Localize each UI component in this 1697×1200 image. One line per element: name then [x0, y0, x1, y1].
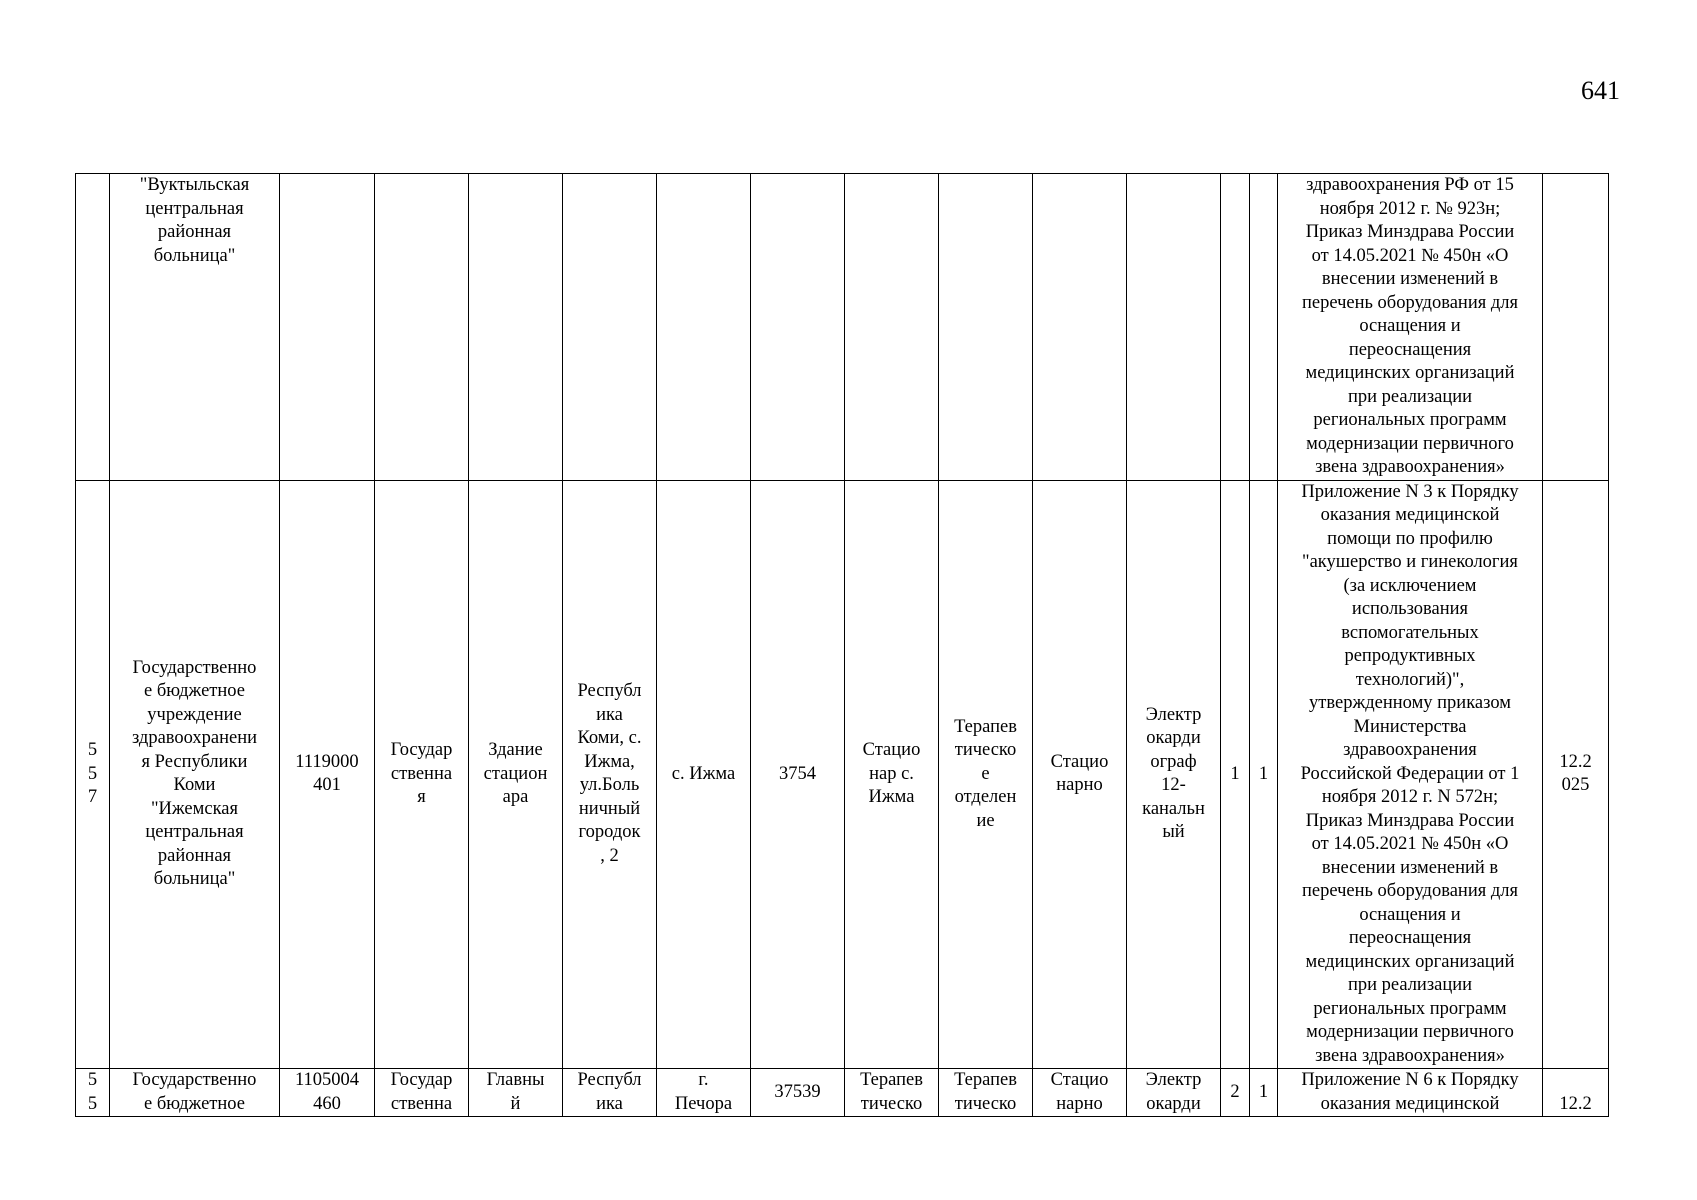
cell-organization: "Вуктыльская центральная районная больница" [110, 174, 280, 481]
cell-quantity-b [1250, 174, 1278, 481]
cell-regulation: Приложение N 6 к Порядку оказания медицинской [1278, 1069, 1543, 1117]
cell-ownership: Государ ственна [375, 1069, 469, 1117]
cell-department: Терапев тическо [939, 1069, 1033, 1117]
cell-equipment [1127, 174, 1221, 481]
cell-building: Главны й [469, 1069, 563, 1117]
cell-row-number: 5 5 7 [76, 480, 110, 1069]
cell-equipment: Электр окарди ограф 12- канальн ый [1127, 480, 1221, 1069]
table-row [76, 480, 1609, 1069]
cell-building [469, 174, 563, 481]
cell-quantity-a: 1 [1221, 480, 1250, 1069]
cell-quantity-b: 1 [1250, 480, 1278, 1069]
cell-ownership: Государ ственна я [375, 480, 469, 1069]
cell-date: 12.2 [1543, 1069, 1609, 1117]
cell-facility: Терапев тическо [845, 1069, 939, 1117]
table-row [76, 1069, 1609, 1117]
cell-regulation: здравоохранения РФ от 15 ноября 2012 г. № 923н; Приказ Минздрава России от 14.05.2021 № 450н «О внесении изменений в перечень оборудования для оснащения и переоснащения медицинских организаций при реализации региональных программ модернизации первичного звена здравоохранения» [1278, 174, 1543, 481]
cell-quantity-a: 2 [1221, 1069, 1250, 1117]
cell-building: Здание стацион ара [469, 480, 563, 1069]
cell-row-number: 5 5 [76, 1069, 110, 1117]
cell-organization: Государственно е бюджетное учреждение здравоохранени я Республики Коми "Ижемская центральная районная больница" [110, 480, 280, 1069]
cell-code: 3754 [751, 480, 845, 1069]
cell-locality: с. Ижма [657, 480, 751, 1069]
cell-inn [280, 174, 375, 481]
cell-care-type [1033, 174, 1127, 481]
cell-facility [845, 174, 939, 481]
cell-inn: 1105004 460 [280, 1069, 375, 1117]
cell-quantity-a [1221, 174, 1250, 481]
cell-quantity-b: 1 [1250, 1069, 1278, 1117]
cell-equipment: Электр окарди [1127, 1069, 1221, 1117]
cell-ownership [375, 174, 469, 481]
cell-code [751, 174, 845, 481]
cell-department: Терапев тическо е отделен ие [939, 480, 1033, 1069]
cell-row-number [76, 174, 110, 481]
cell-facility: Стацио нар с. Ижма [845, 480, 939, 1069]
cell-department [939, 174, 1033, 481]
cell-address: Республ ика Коми, с. Ижма, ул.Боль ничный городок , 2 [563, 480, 657, 1069]
equipment-table [75, 173, 1609, 1117]
cell-organization: Государственно е бюджетное [110, 1069, 280, 1117]
cell-date [1543, 174, 1609, 481]
cell-locality: г. Печора [657, 1069, 751, 1117]
cell-care-type: Стацио нарно [1033, 1069, 1127, 1117]
cell-care-type: Стацио нарно [1033, 480, 1127, 1069]
cell-locality [657, 174, 751, 481]
cell-inn: 1119000 401 [280, 480, 375, 1069]
cell-address: Республ ика [563, 1069, 657, 1117]
cell-date: 12.2 025 [1543, 480, 1609, 1069]
page-number: 641 [1581, 76, 1620, 105]
cell-address [563, 174, 657, 481]
cell-regulation: Приложение N 3 к Порядку оказания медицинской помощи по профилю "акушерство и гинекология (за исключением использования вспомогательных репродуктивных технологий)", утвержденному приказом Министерства здравоохранения Российской Федерации от 1 ноября 2012 г. N 572н; Приказ Минздрава России от 14.05.2021 № 450н «О внесении изменений в перечень оборудования для оснащения и переоснащения медицинских организаций при реализации региональных программ модернизации первичного звена здравоохранения» [1278, 480, 1543, 1069]
table-row [76, 174, 1609, 481]
cell-code: 37539 [751, 1069, 845, 1117]
